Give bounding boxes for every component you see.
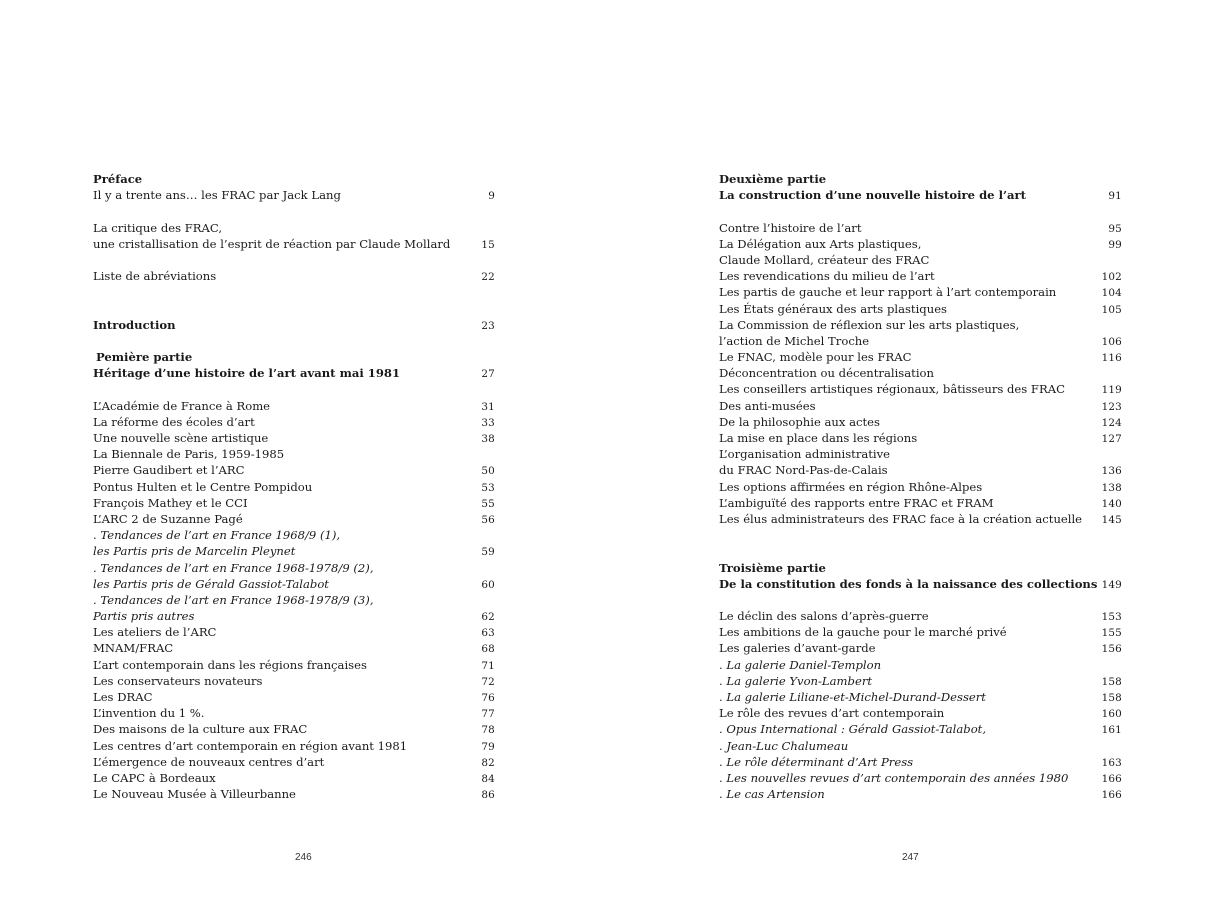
left-page-toc [93, 171, 495, 802]
toc-entry [719, 220, 1122, 236]
toc-entry-title: Les élus administrateurs des FRAC face à la création actuelle [719, 511, 1083, 526]
toc-entry-page-number: 158 [1101, 675, 1122, 688]
toc-entry [719, 689, 1122, 705]
toc-entry-page-number: 161 [1101, 724, 1122, 737]
toc-entry-title: Les conservateurs novateurs [93, 673, 263, 688]
toc-entry [93, 495, 495, 511]
toc-entry-title: . Tendances de l’art en France 1968-1978/9 (3), [93, 592, 374, 607]
toc-entry-title: Déconcentration ou décentralisation [719, 366, 934, 381]
toc-entry [719, 721, 1122, 737]
toc-entry-page-number: 71 [481, 659, 495, 672]
toc-entry-page-number: 9 [488, 190, 495, 203]
page-number-left: 246 [295, 852, 312, 863]
toc-entry-page-number: 149 [1101, 578, 1122, 591]
toc-entry [719, 284, 1122, 300]
spacer [93, 301, 495, 317]
toc-entry-title: De la constitution des fonds à la naissance des collections [719, 576, 1098, 591]
spacer [719, 527, 1122, 543]
toc-entry-page-number: 140 [1101, 497, 1122, 510]
toc-entry-title: MNAM/FRAC [93, 641, 174, 656]
toc-entry [93, 236, 495, 252]
toc-entry [719, 462, 1122, 478]
toc-entry-title: . Opus International : Gérald Gassiot-Talabot, [719, 722, 987, 737]
toc-entry [719, 624, 1122, 640]
toc-entry [719, 349, 1122, 365]
toc-entry-title: L’invention du 1 %. [93, 706, 205, 721]
toc-entry-title: les Partis pris de Gérald Gassiot-Talabot [93, 576, 329, 591]
toc-entry [93, 511, 495, 527]
toc-entry-title: Les galeries d’avant-garde [719, 641, 876, 656]
toc-entry-page-number: 104 [1101, 287, 1122, 300]
toc-entry [93, 754, 495, 770]
toc-entry-page-number: 138 [1101, 481, 1122, 494]
toc-entry [719, 640, 1122, 656]
toc-entry-page-number: 76 [481, 692, 495, 704]
toc-entry-page-number: 79 [481, 740, 495, 753]
toc-entry-title: Pemière partie [96, 350, 193, 365]
toc-entry-page-number: 60 [481, 578, 495, 591]
toc-entry-title: Les conseillers artistiques régionaux, bâtisseurs des FRAC [719, 382, 1065, 397]
toc-entry-title: Les DRAC [93, 690, 153, 704]
toc-entry-title: Introduction [93, 317, 176, 332]
toc-entry [93, 624, 495, 640]
toc-entry [93, 462, 495, 478]
toc-entry-title: Des maisons de la culture aux FRAC [93, 722, 308, 737]
toc-entry-title: Le Nouveau Musée à Villeurbanne [93, 787, 296, 802]
toc-entry [719, 738, 1122, 754]
toc-entry-title: La mise en place dans les régions [719, 431, 918, 445]
spacer [719, 592, 1122, 608]
toc-entry-title: L’art contemporain dans les régions françaises [93, 657, 367, 672]
toc-entry [719, 446, 1122, 462]
toc-entry-page-number: 59 [481, 546, 495, 559]
toc-entry-page-number: 53 [481, 481, 495, 494]
toc-entry-page-number: 56 [481, 513, 495, 526]
toc-entry-page-number: 82 [481, 756, 495, 769]
toc-entry [719, 657, 1122, 673]
toc-entry-title: L’émergence de nouveaux centres d’art [93, 754, 325, 769]
toc-entry [93, 220, 495, 236]
toc-entry-title: La Commission de réflexion sur les arts plastiques, [719, 317, 1020, 332]
toc-entry-title: La critique des FRAC, [93, 220, 223, 235]
toc-entry [93, 721, 495, 737]
toc-entry [93, 446, 495, 462]
toc-entry-title: Héritage d’une histoire de l’art avant mai 1981 [93, 366, 401, 381]
toc-entry [719, 333, 1122, 349]
toc-entry-title: Contre l’histoire de l’art [719, 220, 862, 235]
toc-entry [719, 511, 1122, 527]
toc-entry [93, 705, 495, 721]
toc-entry [93, 689, 495, 705]
toc-entry-title: Le CAPC à Bordeaux [93, 770, 216, 785]
toc-entry-title: . Tendances de l’art en France 1968-1978/9 (2), [93, 560, 374, 575]
toc-entry [719, 301, 1122, 317]
toc-entry [93, 430, 495, 446]
toc-entry-title: . Tendances de l’art en France 1968/9 (1), [93, 528, 341, 543]
toc-entry [93, 414, 495, 430]
toc-entry-title: Les ateliers de l’ARC [93, 625, 217, 640]
toc-entry [719, 673, 1122, 689]
toc-entry-title: Claude Mollard, créateur des FRAC [719, 252, 930, 267]
toc-entry [719, 268, 1122, 284]
toc-entry [719, 398, 1122, 414]
spacer [719, 203, 1122, 219]
toc-entry-page-number: 27 [481, 368, 495, 381]
toc-entry-title: Deuxième partie [719, 172, 827, 186]
toc-entry [93, 576, 495, 592]
toc-entry-title: La construction d’une nouvelle histoire de l’art [719, 188, 1027, 203]
toc-entry-title: Pierre Gaudibert et l’ARC [93, 463, 245, 478]
toc-entry-title: Le rôle des revues d’art contemporain [719, 706, 945, 721]
spacer [93, 333, 495, 349]
toc-entry [719, 479, 1122, 495]
toc-entry-page-number: 166 [1101, 789, 1122, 802]
toc-entry-page-number: 78 [481, 724, 495, 737]
toc-entry-page-number: 23 [481, 319, 495, 332]
toc-entry-title: Troisième partie [719, 560, 826, 575]
toc-entry [719, 381, 1122, 397]
toc-entry-title: Les options affirmées en région Rhône-Alpes [719, 479, 983, 494]
toc-entry-page-number: 99 [1108, 238, 1122, 251]
toc-entry [719, 171, 1122, 187]
toc-entry-page-number: 95 [1108, 222, 1122, 235]
toc-entry [719, 187, 1122, 203]
toc-entry-page-number: 84 [481, 772, 495, 785]
toc-entry [719, 414, 1122, 430]
toc-entry [93, 770, 495, 786]
toc-entry-page-number: 33 [481, 416, 495, 429]
toc-entry [719, 430, 1122, 446]
toc-entry-title: Une nouvelle scène artistique [93, 431, 269, 445]
toc-entry-title: La Biennale de Paris, 1959-1985 [93, 447, 285, 462]
toc-entry-page-number: 62 [481, 611, 495, 624]
toc-entry [93, 560, 495, 576]
toc-entry-title: L’ARC 2 de Suzanne Pagé [93, 511, 243, 526]
toc-entry [719, 786, 1122, 802]
toc-entry [93, 640, 495, 656]
spacer [93, 381, 495, 397]
toc-entry [719, 495, 1122, 511]
toc-entry-page-number: 106 [1101, 335, 1122, 348]
toc-entry-page-number: 158 [1101, 692, 1122, 704]
toc-entry [93, 673, 495, 689]
toc-entry [719, 365, 1122, 381]
toc-entry-title: Le FNAC, modèle pour les FRAC [719, 350, 912, 365]
spacer [93, 252, 495, 268]
toc-entry-title: les Partis pris de Marcelin Pleynet [93, 544, 296, 559]
toc-entry-page-number: 38 [481, 433, 495, 445]
toc-entry-page-number: 116 [1101, 352, 1122, 365]
toc-entry [93, 317, 495, 333]
toc-entry-title: Pontus Hulten et le Centre Pompidou [93, 479, 313, 494]
toc-entry-page-number: 153 [1101, 611, 1122, 624]
toc-entry-title: . Le rôle déterminant d’Art Press [719, 754, 914, 769]
toc-entry-title: une cristallisation de l’esprit de réaction par Claude Mollard [93, 236, 451, 251]
toc-entry [719, 252, 1122, 268]
toc-entry [93, 527, 495, 543]
toc-entry-title: La Délégation aux Arts plastiques, [719, 236, 922, 251]
toc-entry-title: Des anti-musées [719, 398, 816, 413]
toc-entry-title: L’organisation administrative [719, 447, 891, 462]
toc-entry [93, 786, 495, 802]
toc-entry [93, 187, 495, 203]
toc-entry-title: Liste de abréviations [93, 269, 217, 284]
toc-entry [93, 398, 495, 414]
toc-entry-page-number: 163 [1101, 756, 1122, 769]
toc-entry-page-number: 166 [1101, 772, 1122, 785]
toc-entry [719, 770, 1122, 786]
toc-entry-page-number: 145 [1101, 513, 1122, 526]
toc-entry-page-number: 55 [481, 497, 495, 510]
toc-entry [93, 657, 495, 673]
toc-entry-title: . La galerie Daniel-Templon [719, 657, 882, 672]
spacer [93, 203, 495, 219]
toc-entry-page-number: 105 [1101, 303, 1122, 316]
toc-entry-title: Il y a trente ans… les FRAC par Jack Lang [93, 188, 341, 203]
toc-entry-page-number: 156 [1101, 643, 1122, 656]
toc-entry [719, 576, 1122, 592]
toc-entry [93, 608, 495, 624]
spacer [719, 543, 1122, 559]
toc-entry-page-number: 50 [481, 465, 495, 478]
toc-entry-page-number: 91 [1108, 190, 1122, 203]
right-page-toc [719, 171, 1122, 802]
toc-entry-title: Le déclin des salons d’après-guerre [719, 609, 929, 624]
toc-entry-title: La réforme des écoles d’art [93, 414, 255, 429]
toc-entry [719, 705, 1122, 721]
toc-entry [719, 608, 1122, 624]
toc-entry-page-number: 119 [1101, 384, 1122, 397]
toc-entry-page-number: 160 [1101, 708, 1122, 721]
toc-entry-title: l’action de Michel Troche [719, 333, 870, 348]
toc-entry-title: . Les nouvelles revues d’art contemporain des années 1980 [719, 770, 1069, 785]
toc-entry-title: De la philosophie aux actes [719, 414, 880, 429]
toc-entry [719, 317, 1122, 333]
toc-entry-title: Les ambitions de la gauche pour le marché privé [719, 625, 1007, 640]
toc-entry-page-number: 72 [481, 675, 495, 688]
toc-entry-page-number: 77 [481, 708, 495, 721]
toc-entry [93, 349, 495, 365]
toc-entry-title: Les États généraux des arts plastiques [719, 301, 948, 316]
toc-entry-title: du FRAC Nord-Pas-de-Calais [719, 463, 888, 478]
toc-entry [719, 754, 1122, 770]
toc-entry-page-number: 123 [1101, 400, 1122, 413]
toc-entry [719, 236, 1122, 252]
toc-entry-title: Les revendications du milieu de l’art [719, 269, 935, 284]
toc-entry-title: L’Académie de France à Rome [93, 398, 271, 413]
toc-entry-title: . Jean-Luc Chalumeau [719, 738, 849, 753]
page-number-right: 247 [902, 852, 919, 863]
toc-entry-page-number: 155 [1101, 627, 1122, 640]
toc-entry-page-number: 15 [481, 238, 495, 251]
toc-entry-title: . Le cas Artension [719, 787, 825, 802]
toc-entry [93, 543, 495, 559]
spacer [93, 284, 495, 300]
toc-entry [93, 592, 495, 608]
toc-entry [93, 171, 495, 187]
toc-entry-page-number: 102 [1101, 271, 1122, 284]
toc-entry [719, 560, 1122, 576]
toc-entry-title: Partis pris autres [93, 609, 195, 624]
toc-entry [93, 738, 495, 754]
toc-entry-title: Les partis de gauche et leur rapport à l’art contemporain [719, 285, 1057, 300]
toc-entry-page-number: 22 [481, 271, 495, 284]
toc-entry-title: L’ambiguïté des rapports entre FRAC et FRAM [719, 495, 994, 510]
toc-entry-page-number: 124 [1101, 416, 1122, 429]
toc-entry-title: François Mathey et le CCI [93, 495, 248, 510]
toc-entry [93, 365, 495, 381]
toc-entry-page-number: 86 [481, 789, 495, 802]
toc-entry-title: Préface [93, 172, 143, 186]
toc-entry-page-number: 127 [1101, 433, 1122, 445]
toc-entry [93, 479, 495, 495]
toc-entry-page-number: 136 [1101, 465, 1122, 478]
toc-entry-page-number: 31 [481, 400, 495, 413]
toc-entry-page-number: 68 [481, 643, 495, 656]
toc-entry-title: . La galerie Liliane-et-Michel-Durand-Dessert [719, 690, 986, 704]
toc-entry-title: Les centres d’art contemporain en région avant 1981 [93, 738, 408, 753]
toc-entry-title: . La galerie Yvon-Lambert [719, 673, 873, 688]
toc-entry [93, 268, 495, 284]
toc-entry-page-number: 63 [481, 627, 495, 640]
